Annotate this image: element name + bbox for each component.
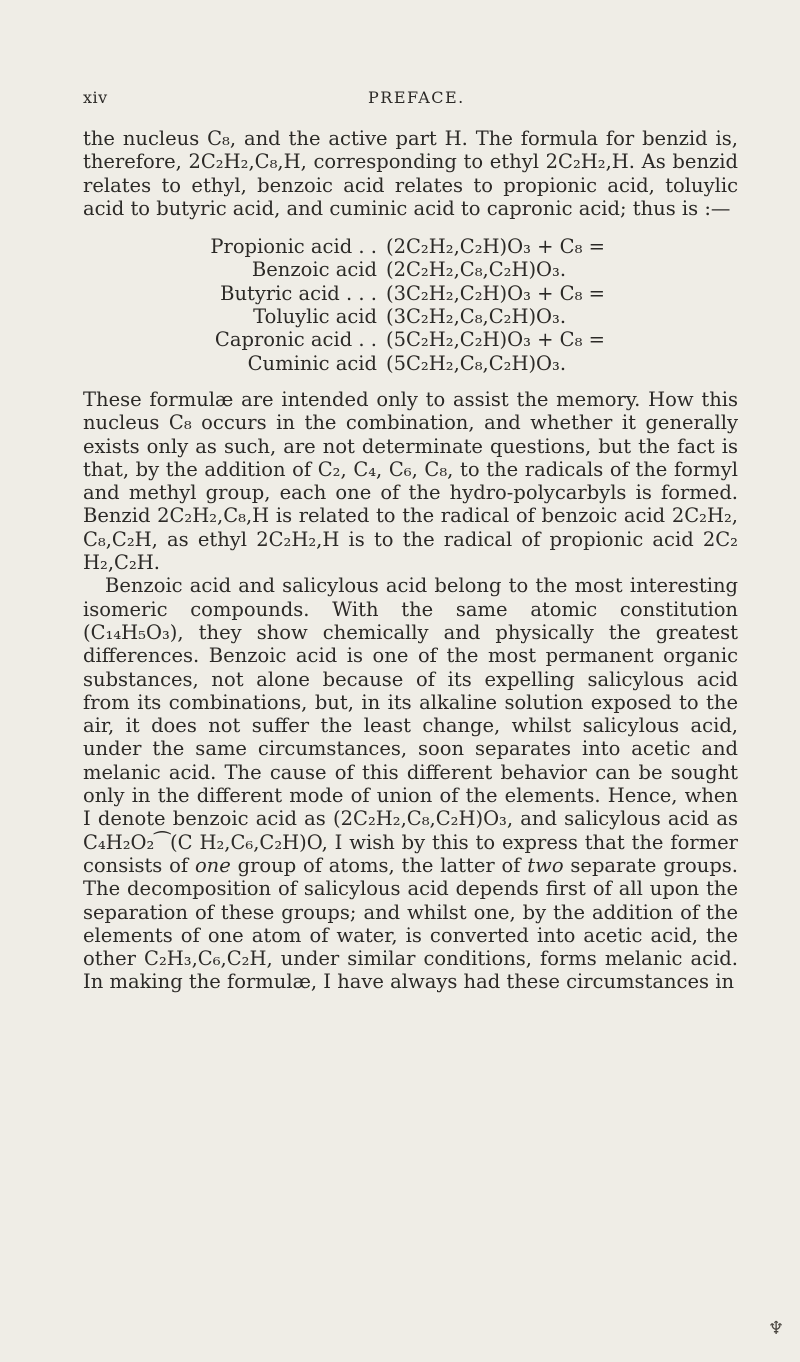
paragraph-3-part-1: Benzoic acid and salicylous acid belong to the most interesting isomeric compounds. With the same atomic constitution (C₁₄H₅O₃), they show chemically and physically the greatest differences. Benzoic acid is one of the most permanent organic substances, not alone because of its expelling salicylous acid from its combinations, but, in its alkaline solution exposed to the air, it does not suffer the least change, whilst salicylous acid, under the same circumstances, soon separates into acetic and melanic acid. The cause of this different behavior can be sought only in the different mode of union of the elements. Hence, when I denote benzoic acid as (2C₂H₂,C₈,C₂H)O₃, and salicylous acid as C₄H₂O₂⁀(C H₂,C₆,C₂H)O, I wish by this to express that the former consists of xyxy=(83,574,738,877)
paragraph-3 xyxy=(83,574,738,993)
formula-row xyxy=(83,258,738,281)
formula-row xyxy=(83,235,738,258)
formula-expression: (5C₂H₂,C₈,C₂H)O₃. xyxy=(386,351,567,375)
formula-expression: (3C₂H₂,C₂H)O₃ + C₈ = xyxy=(386,281,605,305)
printer-mark: ♆ xyxy=(768,1318,785,1339)
formula-acid-name: Cuminic acid xyxy=(247,351,377,375)
paragraph-3-part-3: separate groups. The decomposition of salicylous acid depends first of all upon the separation of these groups; and whilst one, by the addition of the elements of one atom of water, is converted into acetic acid, the other C₂H₃,C₆,C₂H, under similar conditions, forms melanic acid. In making the formulæ, I have always had these circumstances in xyxy=(83,853,739,994)
formula-acid-name: Benzoic acid xyxy=(251,258,377,282)
body-text xyxy=(83,127,738,994)
paragraph-2: These formulæ are intended only to assist the memory. How this nucleus C₈ occurs in the combination, and whether it generally exists only as such, are not determinate questions, but the fact is that, by the addition of C₂, C₄, C₆, C₈, to the radicals of the formyl and methyl group, each one of the hydro-polycarbyls is formed. Benzid 2C₂H₂,C₈,H is related to the radical of benzoic acid 2C₂H₂, C₈,C₂H, as ethyl 2C₂H₂,H is to the radical of propionic acid 2C₂ H₂,C₂H. xyxy=(83,387,738,575)
paragraph-1: the nucleus C₈, and the active part H. The formula for benzid is, therefore, 2C₂H₂,C₈,H, corresponding to ethyl 2C₂H₂,H. As benzid relates to ethyl, benzoic acid relates to propionic acid, toluylic acid to butyric acid, and cuminic acid to capronic acid; thus is :— xyxy=(83,127,738,220)
formula-row xyxy=(83,328,738,351)
paragraph-3-part-2: group of atoms, the latter of xyxy=(230,853,528,877)
formula-row xyxy=(83,352,738,375)
emphasis-one: one xyxy=(194,853,231,877)
formula-expression: (2C₂H₂,C₂H)O₃ + C₈ = xyxy=(386,235,605,259)
formula-acid-name: Butyric acid . . . xyxy=(220,281,377,305)
formula-expression: (5C₂H₂,C₂H)O₃ + C₈ = xyxy=(386,328,605,352)
formula-acid-name: Propionic acid . . xyxy=(210,235,377,259)
formula-expression: (3C₂H₂,C₈,C₂H)O₃. xyxy=(386,305,567,329)
formula-acid-name: Capronic acid . . xyxy=(214,328,377,352)
formula-expression: (2C₂H₂,C₈,C₂H)O₃. xyxy=(386,258,567,282)
page-number: xiv xyxy=(83,88,108,107)
formula-row xyxy=(83,282,738,305)
running-head: PREFACE. xyxy=(368,88,465,107)
emphasis-two: two xyxy=(527,853,564,877)
formula-row xyxy=(83,305,738,328)
page-header xyxy=(83,88,703,110)
formula-table xyxy=(83,235,738,375)
formula-acid-name: Toluylic acid xyxy=(253,305,377,329)
